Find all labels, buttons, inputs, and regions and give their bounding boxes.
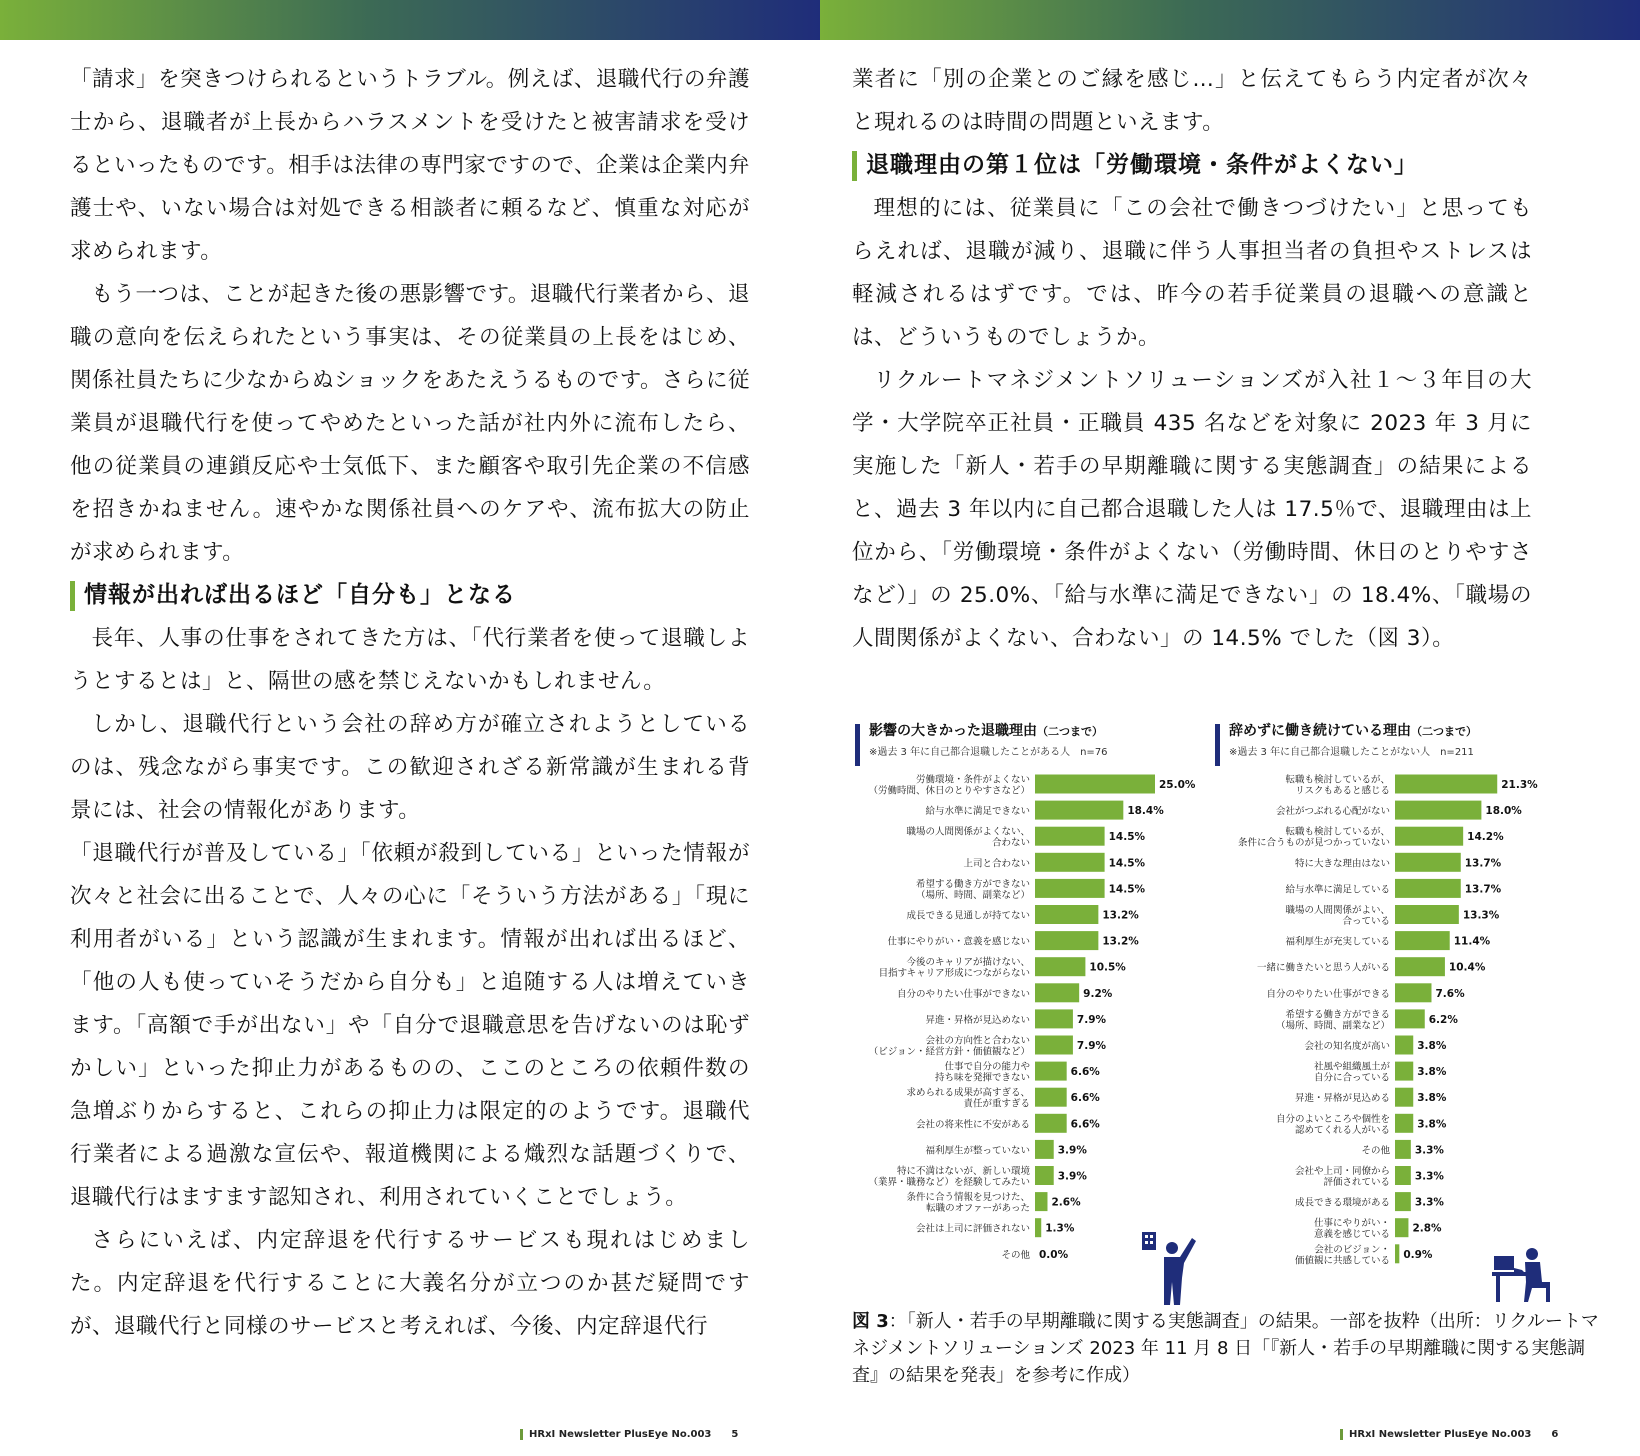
category-label: 転職も検討しているが、 (1285, 826, 1390, 838)
data-label: 3.3% (1414, 1196, 1444, 1209)
category-label: リスクもあると感じる (1295, 785, 1390, 797)
chart-header (1215, 720, 1565, 770)
data-label: 18.4% (1127, 805, 1164, 818)
bar (1035, 905, 1098, 924)
bar (1395, 853, 1461, 872)
category-label: 求められる成果が高すぎる、 (906, 1087, 1030, 1099)
data-label: 13.2% (1102, 935, 1139, 948)
category-label: 転職も検討しているが、 (1285, 774, 1390, 786)
bar (1035, 957, 1085, 976)
chart-title-text: 影響の大きかった退職理由 (869, 723, 1037, 739)
chart-title-suffix: （二つまで） (1037, 725, 1103, 738)
category-label: 希望する働き方ができない (915, 878, 1030, 890)
category-label: （労働時間、休日のとりやすさなど） (868, 785, 1030, 797)
footer-bar-icon (520, 1429, 523, 1440)
bar (1035, 1166, 1054, 1185)
data-label: 6.2% (1428, 1013, 1458, 1026)
data-label: 0.9% (1403, 1248, 1433, 1261)
category-label: 自分のやりたい仕事ができない (896, 988, 1030, 1000)
data-label: 7.6% (1435, 987, 1465, 1000)
data-label: 10.4% (1448, 961, 1486, 974)
person-at-desk-icon (1492, 1242, 1552, 1302)
chart-title-text: 辞めずに働き続けている理由 (1229, 723, 1411, 739)
bar (1395, 983, 1431, 1002)
paragraph: 「退職代行が普及している」「依頼が殺到している」といった情報が次々と社会に出ることで、人々の心に「そういう方法がある」「現に利用者がいる」という認識が生まれます。情報が出れば出るほど、「他の人も使っていそうだから自分も」と追随する人は増えていきます。「高額で手が出ない」や「自分で退職意思を告げないのは恥ずかしい」といった抑止力があるものの、ここのところの依頼件数の急増ぶりからすると、これらの抑止力は限定的のようです。退職代行業者による過激な宣伝や、報道機関による熾烈な話題づくりで、退職代行はますます認知され、利用されていくことでしょう。 (70, 841, 750, 1210)
data-label: 7.9% (1076, 1013, 1107, 1026)
data-label: 14.5% (1108, 857, 1146, 870)
data-label: 11.4% (1453, 935, 1491, 948)
category-label: （業界・職務など）を経験してみたい (868, 1177, 1030, 1188)
category-label: 給与水準に満足できない (925, 806, 1030, 818)
category-label: 職場の人間関係がよくない、 (906, 826, 1030, 838)
bar (1395, 1114, 1413, 1133)
category-label: 会社の知名度が高い (1304, 1041, 1390, 1052)
bar (1035, 1192, 1047, 1211)
paragraph: 業者に「別の企業とのご縁を感じ…」と伝えてもらう内定者が次々と現れるのは時間の問題といえます。 (852, 67, 1532, 135)
chart-note: ※過去 3 年に自己都合退職したことがない人 n=211 (1229, 747, 1474, 758)
data-label: 0.0% (1039, 1248, 1069, 1261)
bar (1395, 1192, 1411, 1211)
category-label: 会社のビジョン・ (1314, 1244, 1390, 1256)
bar (1035, 983, 1079, 1002)
bar (1395, 905, 1459, 924)
category-label: 条件に合う情報を見つけた、 (906, 1192, 1030, 1204)
paragraph: さらにいえば、内定辞退を代行するサービスも現れはじめました。内定辞退を代行することに大義名分が立つのか甚だ疑問ですが、退職代行と同様のサービスと考えれば、今後、内定辞退代行 (70, 1228, 750, 1339)
bar (1395, 801, 1481, 820)
category-label: 福利厚生が整っていない (925, 1145, 1030, 1157)
category-label: 仕事で自分の能力や (944, 1061, 1030, 1073)
bar (1035, 1114, 1067, 1133)
category-label: （ビジョン・経営方針・価値観など） (868, 1046, 1030, 1058)
bar (1035, 1140, 1054, 1159)
bar (1035, 775, 1155, 794)
footer-bar-icon (1340, 1429, 1343, 1440)
data-label: 3.3% (1414, 1170, 1444, 1183)
data-label: 25.0% (1159, 779, 1196, 791)
bar (1035, 853, 1105, 872)
bar (1395, 1036, 1413, 1055)
bar (1395, 1218, 1408, 1237)
data-label: 2.6% (1051, 1196, 1081, 1209)
data-label: 1.3% (1045, 1222, 1075, 1235)
page-number: 5 (731, 1429, 739, 1440)
data-label: 10.5% (1089, 961, 1126, 974)
category-label: 職場の人間関係がよい、 (1285, 905, 1390, 916)
bar (1395, 1088, 1413, 1107)
figure-caption (852, 1308, 1612, 1389)
top-banner-left (0, 0, 820, 40)
bar (1035, 1036, 1073, 1055)
category-label: 仕事にやりがい・意義を感じない (887, 936, 1030, 948)
category-label: 持ち味を発揮できない (934, 1072, 1030, 1084)
category-label: 社風や組織風土が (1313, 1061, 1390, 1073)
data-label: 3.8% (1417, 1040, 1447, 1052)
data-label: 6.6% (1070, 1066, 1100, 1079)
chart-header (855, 720, 1205, 770)
data-label: 7.9% (1076, 1040, 1107, 1052)
bar (1035, 1218, 1041, 1237)
data-label: 14.5% (1108, 883, 1146, 896)
category-label: 成長できる環境がある (1294, 1197, 1390, 1209)
bar (1395, 931, 1450, 950)
paragraph: もう一つは、ことが起きた後の悪影響です。退職代行業者から、退職の意向を伝えられたという事実は、その従業員の上長をはじめ、関係社員たちに少なからぬショックをあたえうるものです。さらに従業員が退職代行を使ってやめたといった話が社内外に流布したら、他の従業員の連鎖反応や士気低下、また顧客や取引先企業の不信感を招きかねません。速やかな関係社員へのケアや、流布拡大の防止が求められます。 (70, 282, 750, 565)
data-label: 3.9% (1057, 1144, 1087, 1157)
paragraph: しかし、退職代行という会社の辞め方が確立されようとしているのは、残念ながら事実です。この歓迎されざる新常識が生まれる背景には、社会の情報化があります。 (70, 712, 750, 823)
category-label: 責任が重すぎる (963, 1098, 1030, 1110)
data-label: 14.5% (1108, 831, 1146, 844)
data-label: 18.0% (1485, 805, 1522, 818)
data-label: 13.2% (1102, 909, 1139, 922)
category-label: 成長できる見通しが持てない (906, 910, 1030, 922)
category-label: 上司と合わない (963, 858, 1030, 870)
footer-title: HRxI Newsletter PlusEye No.003 (529, 1429, 712, 1440)
category-label: 会社の将来性に不安がある (915, 1119, 1030, 1131)
bar (1035, 801, 1123, 820)
category-label: 給与水準に満足している (1285, 884, 1390, 896)
data-label: 13.3% (1462, 909, 1500, 922)
footer-right (1340, 1429, 1558, 1440)
category-label: 特に不満はないが、新しい環境 (896, 1166, 1030, 1177)
footer-title: HRxI Newsletter PlusEye No.003 (1349, 1429, 1532, 1440)
section-heading: 退職理由の第１位は「労働環境・条件がよくない」 (852, 144, 1532, 187)
bar (1395, 827, 1463, 846)
section-heading: 情報が出れば出るほど「自分も」となる (70, 574, 750, 617)
bar (1035, 1088, 1067, 1107)
data-label: 3.8% (1417, 1118, 1447, 1131)
category-label: 意義を感じている (1313, 1229, 1390, 1241)
data-label: 6.6% (1070, 1118, 1100, 1131)
category-label: 合わない (991, 837, 1030, 849)
bar (1035, 827, 1105, 846)
category-label: 評価されている (1323, 1177, 1390, 1188)
left-body-text (70, 58, 750, 1348)
bar (1395, 1009, 1425, 1028)
bar (1035, 1009, 1073, 1028)
category-label: 転職のオファーがあった (926, 1203, 1030, 1215)
category-label: 会社は上司に評価されない (915, 1223, 1030, 1235)
category-label: 自分のよいところや個性を (1275, 1113, 1390, 1125)
caption-label: 図 3 (852, 1311, 889, 1332)
person-pointing-icon (1142, 1230, 1202, 1305)
bar (1395, 957, 1445, 976)
category-label: 昇進・昇格が見込める (1294, 1093, 1390, 1105)
data-label: 3.8% (1417, 1066, 1447, 1079)
category-label: 希望する働き方ができる (1285, 1009, 1390, 1021)
category-label: その他 (1361, 1145, 1390, 1157)
category-label: 会社がつぶれる心配がない (1275, 806, 1390, 818)
page-number: 6 (1551, 1429, 1559, 1440)
bar (1395, 1062, 1413, 1081)
bar (1395, 1244, 1399, 1263)
category-label: 条件に合うものが見つかっていない (1237, 837, 1390, 849)
page-right (820, 40, 1640, 1456)
bar (1035, 1062, 1067, 1081)
bar (1395, 1140, 1411, 1159)
category-label: 一緒に働きたいと思う人がいる (1256, 962, 1390, 974)
data-label: 3.9% (1057, 1170, 1087, 1183)
bar (1395, 775, 1497, 794)
category-label: その他 (1001, 1249, 1030, 1261)
chart-title-suffix: （二つまで） (1411, 725, 1477, 738)
data-label: 13.7% (1464, 883, 1502, 896)
paragraph: 「請求」を突きつけられるというトラブル。例えば、退職代行の弁護士から、退職者が上長からハラスメントを受けたと被害請求を受けるといったものです。相手は法律の専門家ですので、企業は企業内弁護士や、いない場合は対処できる相談者に頼るなど、慎重な対応が求められます。 (70, 67, 750, 264)
category-label: 目指すキャリア形成につながらない (878, 968, 1030, 980)
category-label: 認めてくれる人がいる (1294, 1124, 1390, 1136)
category-label: 仕事にやりがい・ (1313, 1218, 1390, 1230)
category-label: 労働環境・条件がよくない (915, 774, 1030, 786)
bar (1035, 931, 1098, 950)
paragraph: 理想的には、従業員に「この会社で働きつづけたい」と思ってもらえれば、退職が減り、退職に伴う人事担当者の負担やストレスは軽減されるはずです。では、昨今の若手従業員の退職への意識とは、どういうものでしょうか。 (852, 196, 1532, 350)
category-label: 会社の方向性と合わない (925, 1035, 1030, 1047)
data-label: 6.6% (1070, 1092, 1100, 1105)
paragraph: 長年、人事の仕事をされてきた方は、「代行業者を使って退職しようとするとは」と、隔世の感を禁じえないかもしれません。 (70, 626, 750, 694)
data-label: 13.7% (1464, 857, 1502, 870)
category-label: （場所、時間、副業など） (1275, 1020, 1390, 1032)
category-label: 昇進・昇格が見込めない (925, 1014, 1030, 1026)
data-label: 2.8% (1412, 1222, 1442, 1235)
category-label: 特に大きな理由はない (1294, 858, 1390, 870)
data-label: 9.2% (1083, 987, 1113, 1000)
category-label: 福利厚生が充実している (1285, 936, 1390, 948)
caption-text: ：「新人・若手の早期離職に関する実態調査」の結果。一部を抜粋（出所：リクルートマネジメントソリューションズ 2023 年 11 月 8 日「『新人・若手の早期離職に関する実態調査』の結果を発表」を参考に作成） (852, 1311, 1599, 1386)
category-label: 自分に合っている (1313, 1072, 1390, 1084)
bar (1395, 879, 1461, 898)
top-banner-right (820, 0, 1640, 40)
category-label: 合っている (1342, 916, 1390, 927)
paragraph: リクルートマネジメントソリューションズが入社１〜３年目の大学・大学院卒正社員・正職員 435 名などを対象に 2023 年 3 月に実施した「新人・若手の早期離職に関する実態調査」の結果によると、過去 3 年以内に自己都合退職した人は 17.5％で、退職理由は上位から、「労働環境・条件がよくない（労働時間、休日のとりやすさなど）」の 25.0%、「給与水準に満足できない」の 18.4%、「職場の人間関係がよくない、合わない」の 14.5% でした（図 3）。 (852, 368, 1532, 651)
chart-note: ※過去 3 年に自己都合退職したことがある人 n=76 (869, 747, 1108, 758)
category-label: （場所、時間、副業など） (915, 889, 1030, 901)
chart-title (1229, 720, 1565, 740)
data-label: 3.8% (1417, 1092, 1447, 1105)
bar (1035, 879, 1105, 898)
category-label: 価値観に共感している (1294, 1255, 1390, 1267)
data-label: 21.3% (1501, 779, 1538, 791)
data-label: 14.2% (1467, 831, 1504, 844)
category-label: 今後のキャリアが描けない、 (906, 957, 1030, 969)
footer-left (520, 1429, 738, 1440)
page-left (0, 40, 820, 1456)
category-label: 自分のやりたい仕事ができる (1266, 988, 1390, 1000)
data-label: 3.3% (1414, 1144, 1444, 1157)
category-label: 会社や上司・同僚から (1294, 1166, 1390, 1177)
chart-title (869, 720, 1205, 740)
bar (1395, 1166, 1411, 1185)
right-body-text (852, 58, 1532, 660)
